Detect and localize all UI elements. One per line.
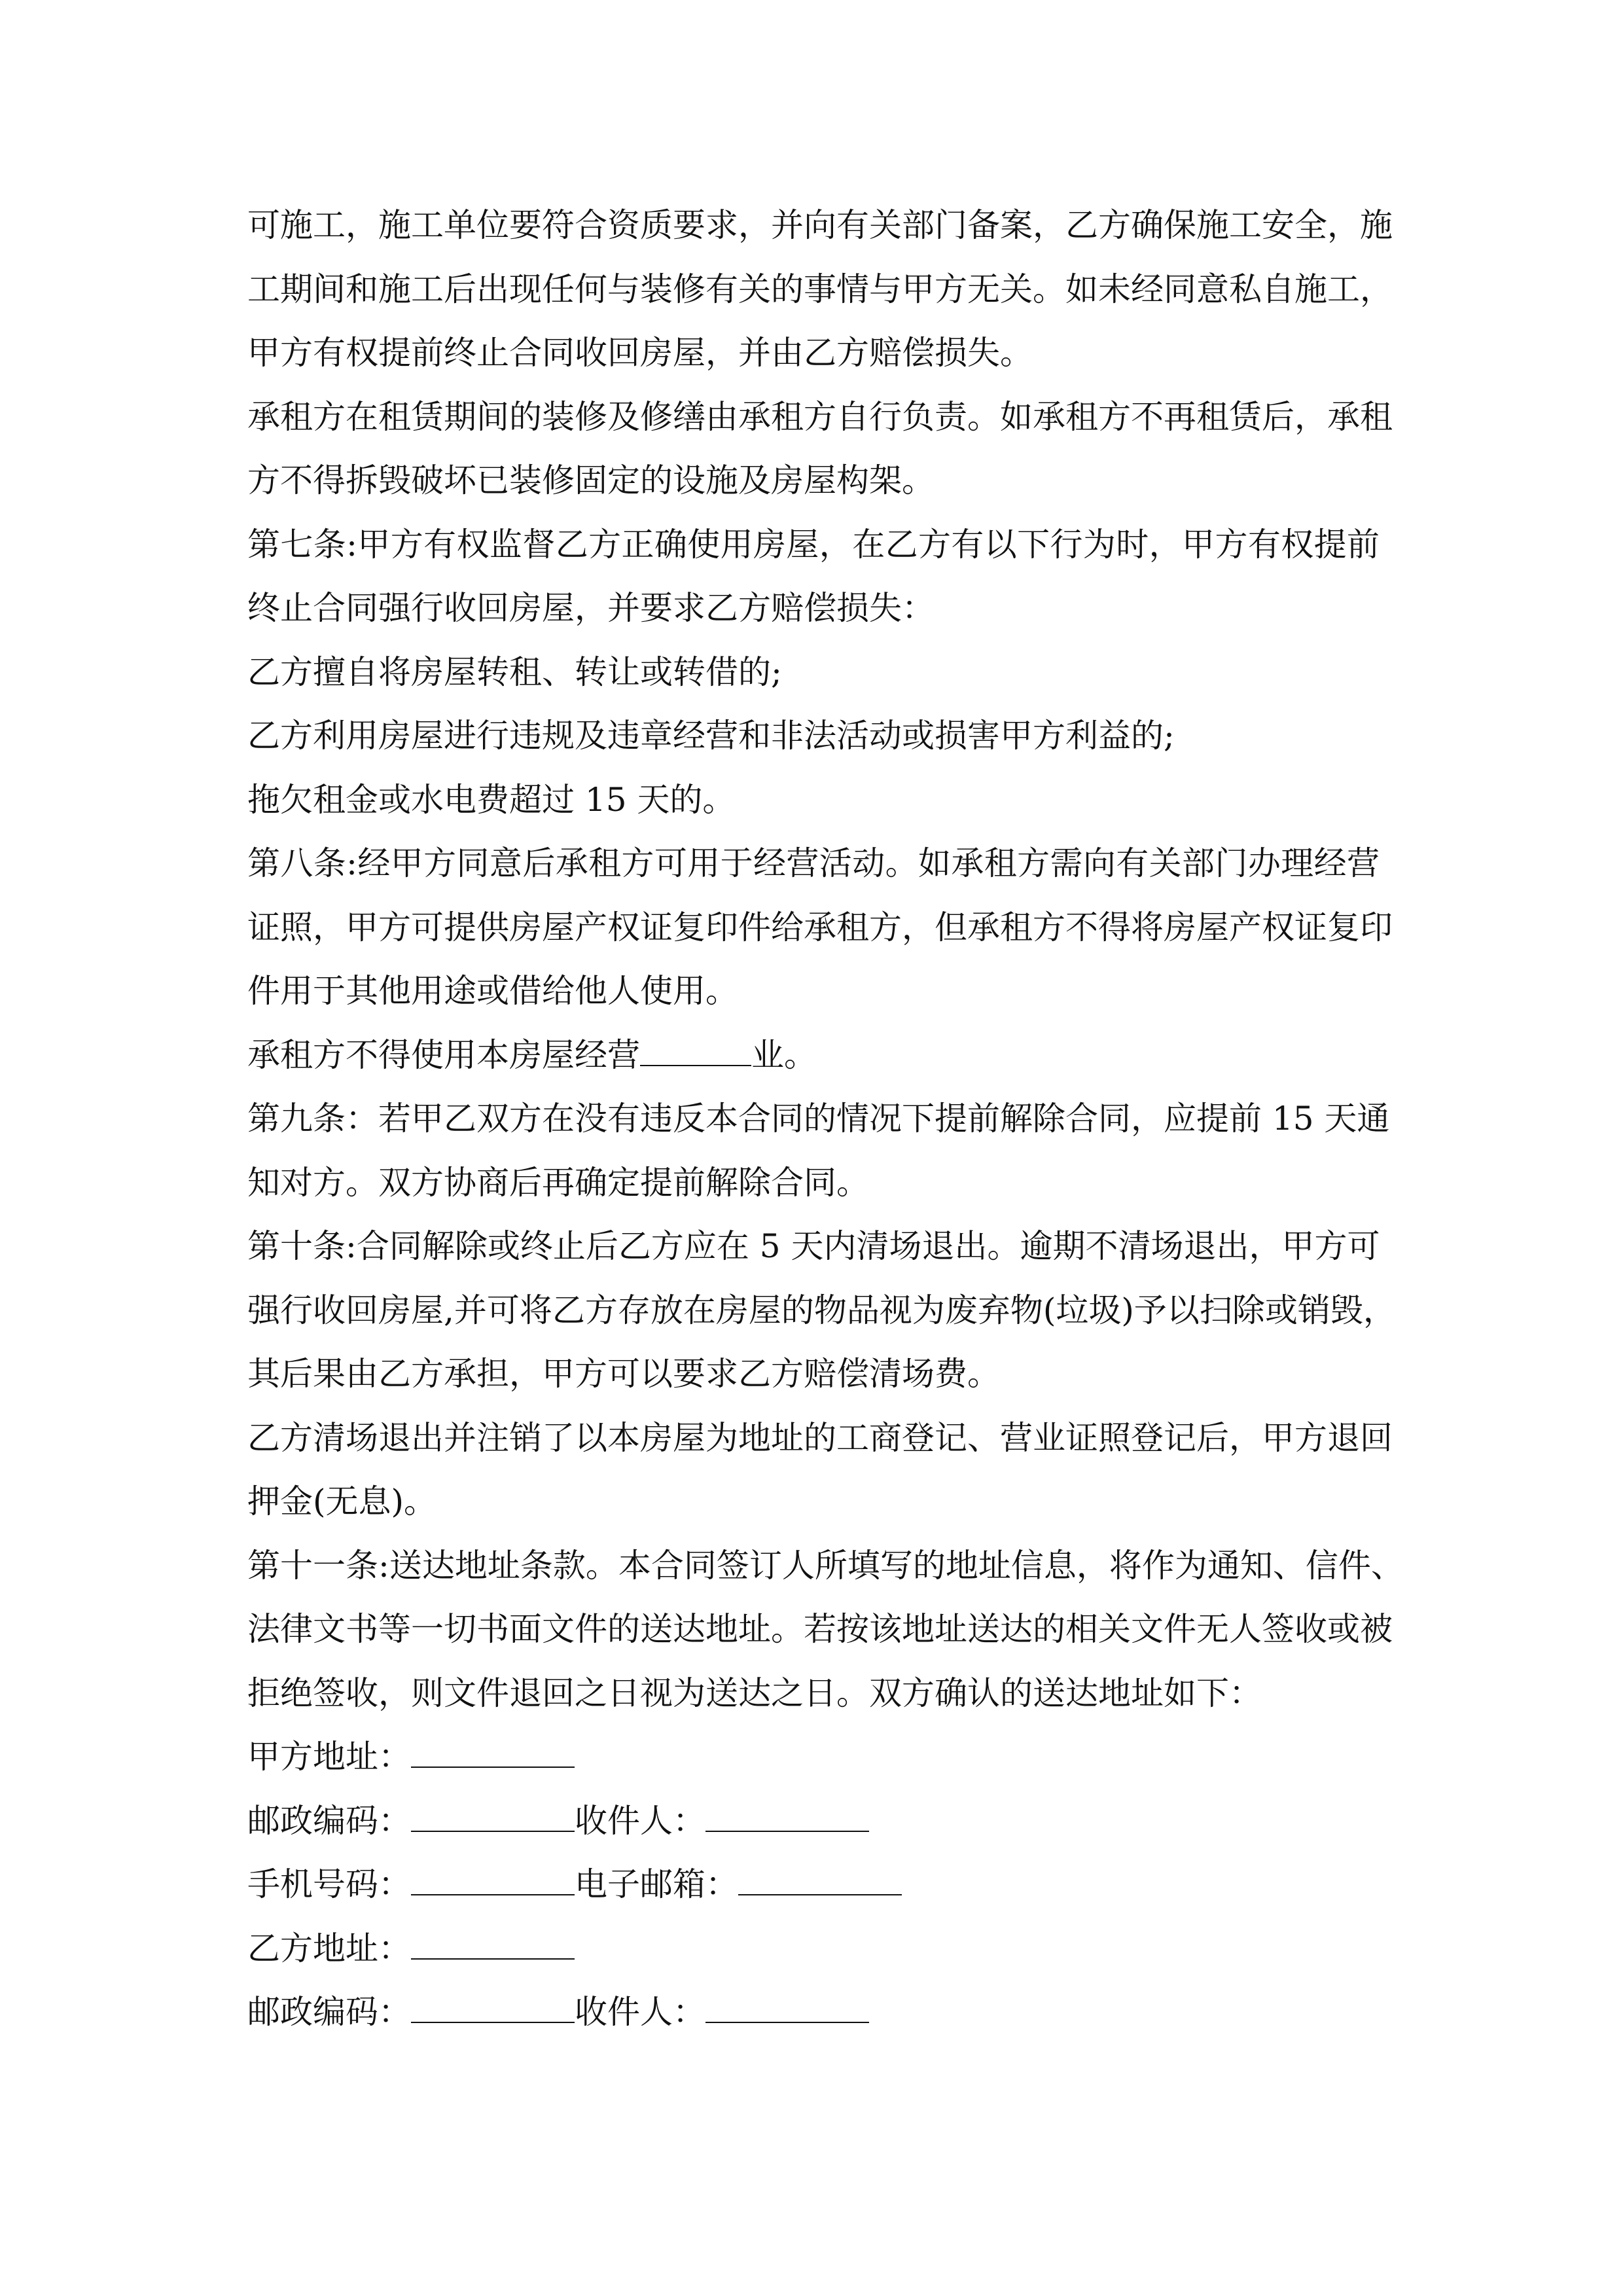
postcode-field-a[interactable] [411, 1804, 575, 1832]
text-line: 终止合同强行收回房屋，并要求乙方赔偿损失： [247, 589, 935, 627]
postcode-field-b[interactable] [411, 1996, 575, 2023]
text-line: 甲方有权提前终止合同收回房屋，并由乙方赔偿损失。 [247, 334, 1033, 372]
business-suffix: 业。 [751, 1035, 817, 1074]
text-line: 乙方清场退出并注销了以本房屋为地址的工商登记、营业证照登记后，甲方退回 [247, 1418, 1393, 1457]
mobile-label: 手机号码： [247, 1865, 411, 1903]
party-b-address-row [247, 1917, 1380, 1981]
text-line: 乙方擅自将房屋转租、转让或转借的; [247, 653, 782, 691]
contract-page [247, 194, 1404, 2045]
text-line: 知对方。双方协商后再确定提前解除合同。 [247, 1163, 869, 1202]
text-line: 承租方在租赁期间的装修及修缮由承租方自行负责。如承租方不再租赁后，承租 [247, 397, 1393, 436]
business-blank-field[interactable] [640, 1039, 751, 1066]
text-line: 其后果由乙方承担，甲方可以要求乙方赔偿清场费。 [247, 1355, 1000, 1393]
business-prefix: 承租方不得使用本房屋经营 [247, 1035, 640, 1074]
mobile-email-row [247, 1853, 1380, 1917]
email-label: 电子邮箱： [575, 1865, 738, 1903]
party-a-address-field[interactable] [411, 1740, 575, 1768]
postcode-recipient-row-a [247, 1789, 1380, 1854]
text-line: 件用于其他用途或借给他人使用。 [247, 972, 738, 1010]
postcode-label: 邮政编码： [247, 1993, 411, 2031]
text-line: 工期间和施工后出现任何与装修有关的事情与甲方无关。如未经同意私自施工， [247, 270, 1393, 308]
party-a-address-row [247, 1725, 1380, 1789]
recipient-field-b[interactable] [705, 1996, 869, 2023]
text-line: 拒绝签收，则文件退回之日视为送达之日。双方确认的送达地址如下： [247, 1674, 1262, 1712]
article-7-heading: 第七条:甲方有权监督乙方正确使用房屋，在乙方有以下行为时，甲方有权提前 [247, 525, 1380, 564]
text-line: 强行收回房屋,并可将乙方存放在房屋的物品视为废弃物(垃圾)予以扫除或销毁， [247, 1291, 1396, 1329]
postcode-label: 邮政编码： [247, 1801, 411, 1840]
text-line: 法律文书等一切书面文件的送达地址。若按该地址送达的相关文件无人签收或被 [247, 1610, 1393, 1648]
article-9-heading: 第九条：若甲乙双方在没有违反本合同的情况下提前解除合同，应提前 15 天通 [247, 1100, 1390, 1138]
article-8-heading: 第八条:经甲方同意后承租方可用于经营活动。如承租方需向有关部门办理经营 [247, 844, 1380, 882]
text-line: 押金(无息)。 [247, 1482, 437, 1520]
business-restriction-line [247, 1024, 1380, 1088]
article-11-heading: 第十一条:送达地址条款。本合同签订人所填写的地址信息，将作为通知、信件、 [247, 1546, 1404, 1585]
party-b-address-label: 乙方地址： [247, 1929, 411, 1967]
party-b-address-field[interactable] [411, 1932, 575, 1960]
text-line: 证照，甲方可提供房屋产权证复印件给承租方，但承租方不得将房屋产权证复印 [247, 908, 1393, 946]
text-line: 乙方利用房屋进行违规及违章经营和非法活动或损害甲方利益的; [247, 717, 1175, 755]
party-a-address-label: 甲方地址： [247, 1738, 411, 1776]
text-line: 拖欠租金或水电费超过 15 天的。 [247, 780, 736, 819]
mobile-field[interactable] [411, 1868, 575, 1895]
recipient-label: 收件人： [575, 1801, 705, 1840]
recipient-label: 收件人： [575, 1993, 705, 2031]
email-field[interactable] [738, 1868, 902, 1895]
postcode-recipient-row-b [247, 1981, 1380, 2045]
text-line: 可施工，施工单位要符合资质要求，并向有关部门备案，乙方确保施工安全，施 [247, 206, 1393, 244]
article-10-heading: 第十条:合同解除或终止后乙方应在 5 天内清场退出。逾期不清场退出，甲方可 [247, 1227, 1380, 1265]
text-line: 方不得拆毁破坏已装修固定的设施及房屋构架。 [247, 461, 935, 499]
recipient-field-a[interactable] [705, 1804, 869, 1832]
